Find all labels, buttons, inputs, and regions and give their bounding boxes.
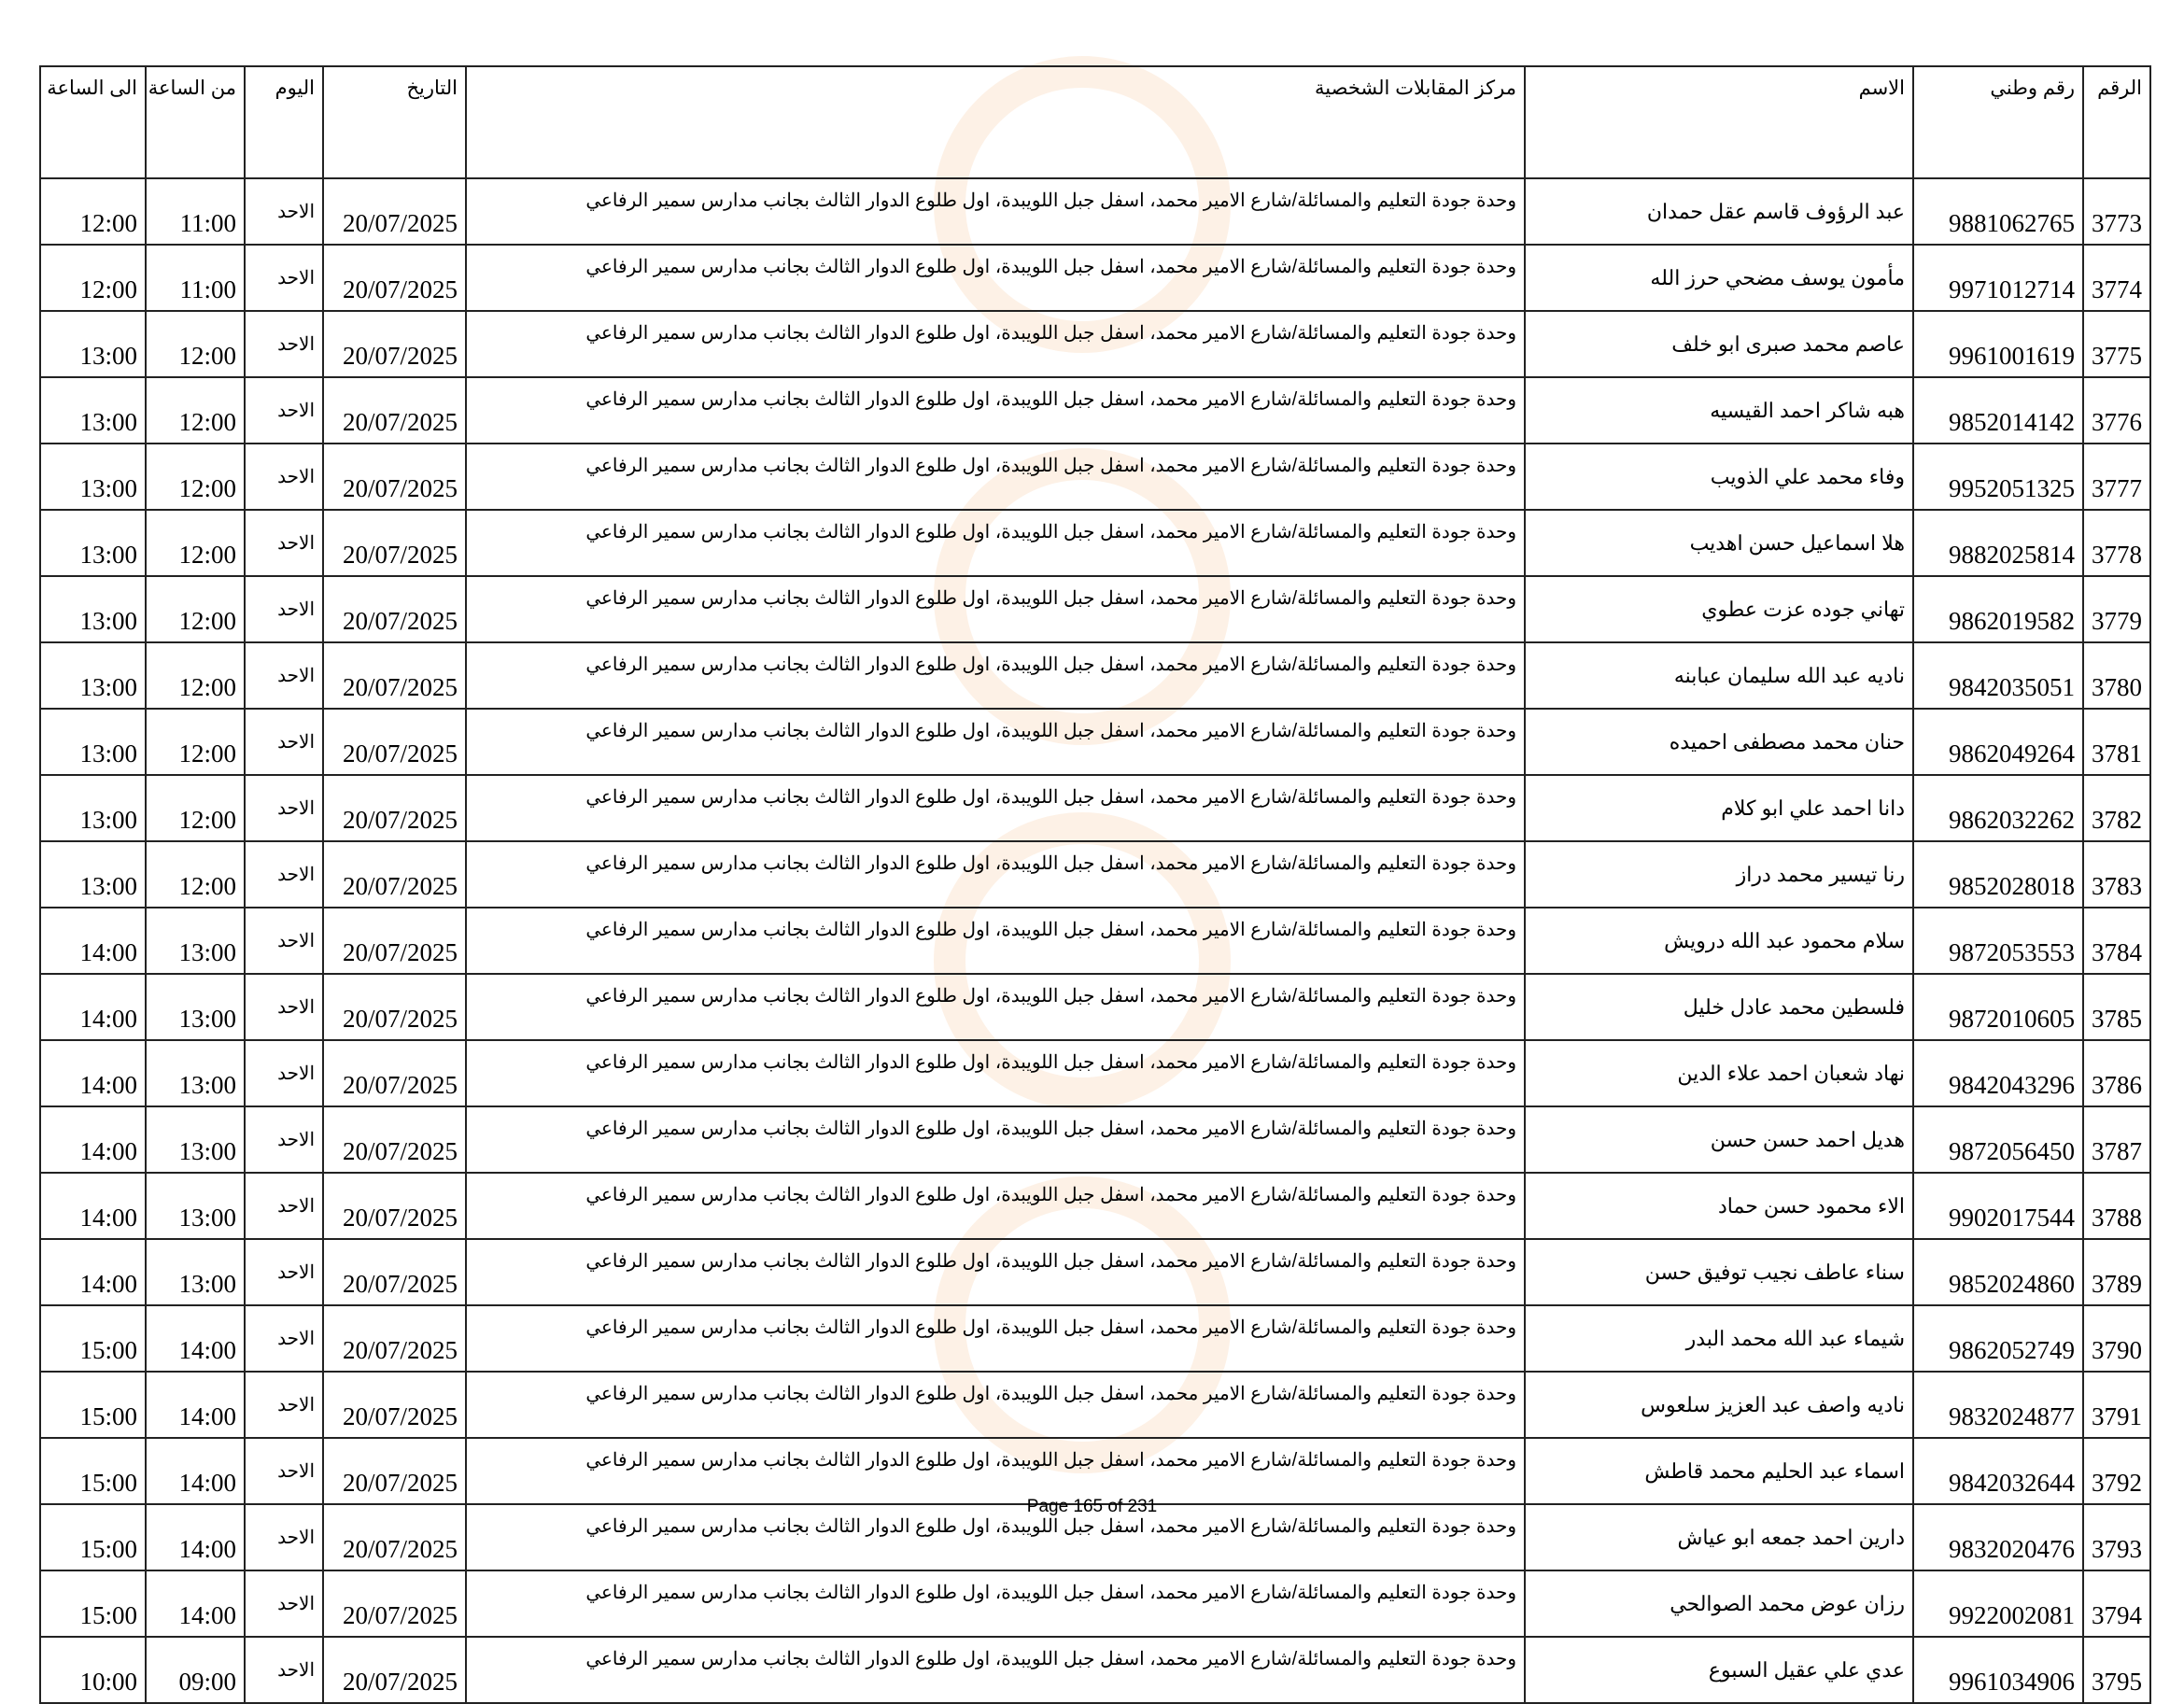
header-from: من الساعة: [146, 66, 245, 178]
cell-date: 20/07/2025: [323, 1372, 466, 1438]
table-row: [40, 642, 2150, 709]
cell-num: 3784: [2083, 908, 2150, 974]
cell-center: وحدة جودة التعليم والمسائلة/شارع الامير محمد، اسفل جبل اللويبدة، اول طلوع الدوار الثالث بجانب مدارس سمير الرفاعي: [466, 1106, 1525, 1173]
cell-day: الاحد: [245, 642, 323, 709]
cell-center: وحدة جودة التعليم والمسائلة/شارع الامير محمد، اسفل جبل اللويبدة، اول طلوع الدوار الثالث بجانب مدارس سمير الرفاعي: [466, 1504, 1525, 1570]
cell-num: 3790: [2083, 1305, 2150, 1372]
cell-from-time: 12:00: [146, 841, 245, 908]
cell-from-time: 12:00: [146, 444, 245, 510]
table-row: [40, 377, 2150, 444]
cell-day: الاحد: [245, 908, 323, 974]
cell-date: 20/07/2025: [323, 775, 466, 841]
cell-center: وحدة جودة التعليم والمسائلة/شارع الامير محمد، اسفل جبل اللويبدة، اول طلوع الدوار الثالث بجانب مدارس سمير الرفاعي: [466, 642, 1525, 709]
cell-to-time: 12:00: [40, 178, 146, 245]
cell-date: 20/07/2025: [323, 1637, 466, 1703]
page-footer: Page 165 of 231: [1026, 1497, 1158, 1516]
cell-num: 3791: [2083, 1372, 2150, 1438]
cell-national-id: 9862019582: [1913, 576, 2083, 642]
cell-center: وحدة جودة التعليم والمسائلة/شارع الامير محمد، اسفل جبل اللويبدة، اول طلوع الدوار الثالث بجانب مدارس سمير الرفاعي: [466, 1438, 1525, 1504]
cell-name: مأمون يوسف مضحي حرز الله: [1525, 245, 1913, 311]
cell-date: 20/07/2025: [323, 642, 466, 709]
header-day: اليوم: [245, 66, 323, 178]
cell-national-id: 9832020476: [1913, 1504, 2083, 1570]
cell-name: رنا تيسير محمد دراز: [1525, 841, 1913, 908]
cell-to-time: 13:00: [40, 841, 146, 908]
table-row: [40, 841, 2150, 908]
cell-center: وحدة جودة التعليم والمسائلة/شارع الامير محمد، اسفل جبل اللويبدة، اول طلوع الدوار الثالث بجانب مدارس سمير الرفاعي: [466, 974, 1525, 1040]
cell-date: 20/07/2025: [323, 1040, 466, 1106]
cell-to-time: 15:00: [40, 1438, 146, 1504]
header-name: الاسم: [1525, 66, 1913, 178]
cell-from-time: 12:00: [146, 775, 245, 841]
cell-day: الاحد: [245, 1372, 323, 1438]
cell-day: الاحد: [245, 775, 323, 841]
cell-national-id: 9842043296: [1913, 1040, 2083, 1106]
cell-num: 3795: [2083, 1637, 2150, 1703]
cell-name: وفاء محمد علي الذويب: [1525, 444, 1913, 510]
cell-center: وحدة جودة التعليم والمسائلة/شارع الامير محمد، اسفل جبل اللويبدة، اول طلوع الدوار الثالث بجانب مدارس سمير الرفاعي: [466, 510, 1525, 576]
cell-day: الاحد: [245, 1173, 323, 1239]
cell-center: وحدة جودة التعليم والمسائلة/شارع الامير محمد، اسفل جبل اللويبدة، اول طلوع الدوار الثالث بجانب مدارس سمير الرفاعي: [466, 1570, 1525, 1637]
cell-to-time: 14:00: [40, 1106, 146, 1173]
cell-day: الاحد: [245, 1438, 323, 1504]
cell-to-time: 13:00: [40, 377, 146, 444]
cell-day: الاحد: [245, 974, 323, 1040]
cell-national-id: 9881062765: [1913, 178, 2083, 245]
cell-center: وحدة جودة التعليم والمسائلة/شارع الامير محمد، اسفل جبل اللويبدة، اول طلوع الدوار الثالث بجانب مدارس سمير الرفاعي: [466, 311, 1525, 377]
cell-name: تهاني جوده عزت عطوي: [1525, 576, 1913, 642]
cell-from-time: 14:00: [146, 1570, 245, 1637]
cell-date: 20/07/2025: [323, 841, 466, 908]
cell-from-time: 13:00: [146, 974, 245, 1040]
cell-num: 3780: [2083, 642, 2150, 709]
cell-center: وحدة جودة التعليم والمسائلة/شارع الامير محمد، اسفل جبل اللويبدة، اول طلوع الدوار الثالث بجانب مدارس سمير الرفاعي: [466, 377, 1525, 444]
cell-to-time: 13:00: [40, 775, 146, 841]
cell-day: الاحد: [245, 576, 323, 642]
cell-day: الاحد: [245, 1637, 323, 1703]
cell-day: الاحد: [245, 1504, 323, 1570]
cell-national-id: 9852028018: [1913, 841, 2083, 908]
cell-num: 3783: [2083, 841, 2150, 908]
cell-date: 20/07/2025: [323, 1173, 466, 1239]
cell-day: الاحد: [245, 1239, 323, 1305]
cell-date: 20/07/2025: [323, 510, 466, 576]
cell-center: وحدة جودة التعليم والمسائلة/شارع الامير محمد، اسفل جبل اللويبدة، اول طلوع الدوار الثالث بجانب مدارس سمير الرفاعي: [466, 1239, 1525, 1305]
cell-from-time: 12:00: [146, 377, 245, 444]
cell-national-id: 9852014142: [1913, 377, 2083, 444]
cell-date: 20/07/2025: [323, 444, 466, 510]
cell-to-time: 13:00: [40, 444, 146, 510]
table-row: [40, 1438, 2150, 1504]
cell-center: وحدة جودة التعليم والمسائلة/شارع الامير محمد، اسفل جبل اللويبدة، اول طلوع الدوار الثالث بجانب مدارس سمير الرفاعي: [466, 444, 1525, 510]
cell-date: 20/07/2025: [323, 245, 466, 311]
cell-date: 20/07/2025: [323, 1305, 466, 1372]
cell-date: 20/07/2025: [323, 908, 466, 974]
cell-day: الاحد: [245, 1570, 323, 1637]
cell-center: وحدة جودة التعليم والمسائلة/شارع الامير محمد، اسفل جبل اللويبدة، اول طلوع الدوار الثالث بجانب مدارس سمير الرفاعي: [466, 1173, 1525, 1239]
interview-schedule-table: [39, 65, 2151, 1704]
cell-to-time: 13:00: [40, 576, 146, 642]
cell-name: ناديه عبد الله سليمان عبابنه: [1525, 642, 1913, 709]
cell-date: 20/07/2025: [323, 377, 466, 444]
cell-center: وحدة جودة التعليم والمسائلة/شارع الامير محمد، اسفل جبل اللويبدة، اول طلوع الدوار الثالث بجانب مدارس سمير الرفاعي: [466, 178, 1525, 245]
header-to: الى الساعة: [40, 66, 146, 178]
cell-center: وحدة جودة التعليم والمسائلة/شارع الامير محمد، اسفل جبل اللويبدة، اول طلوع الدوار الثالث بجانب مدارس سمير الرفاعي: [466, 841, 1525, 908]
cell-num: 3774: [2083, 245, 2150, 311]
cell-center: وحدة جودة التعليم والمسائلة/شارع الامير محمد، اسفل جبل اللويبدة، اول طلوع الدوار الثالث بجانب مدارس سمير الرفاعي: [466, 709, 1525, 775]
cell-to-time: 13:00: [40, 311, 146, 377]
cell-national-id: 9882025814: [1913, 510, 2083, 576]
cell-national-id: 9872010605: [1913, 974, 2083, 1040]
cell-from-time: 13:00: [146, 1106, 245, 1173]
cell-date: 20/07/2025: [323, 974, 466, 1040]
cell-name: عاصم محمد صبرى ابو خلف: [1525, 311, 1913, 377]
cell-num: 3789: [2083, 1239, 2150, 1305]
cell-to-time: 13:00: [40, 510, 146, 576]
cell-name: دانا احمد علي ابو كلام: [1525, 775, 1913, 841]
cell-national-id: 9862052749: [1913, 1305, 2083, 1372]
cell-day: الاحد: [245, 1040, 323, 1106]
cell-name: هديل احمد حسن حسن: [1525, 1106, 1913, 1173]
table-row: [40, 510, 2150, 576]
cell-to-time: 14:00: [40, 908, 146, 974]
cell-center: وحدة جودة التعليم والمسائلة/شارع الامير محمد، اسفل جبل اللويبدة، اول طلوع الدوار الثالث بجانب مدارس سمير الرفاعي: [466, 1040, 1525, 1106]
cell-day: الاحد: [245, 377, 323, 444]
cell-name: هلا اسماعيل حسن اهديب: [1525, 510, 1913, 576]
cell-name: فلسطين محمد عادل خليل: [1525, 974, 1913, 1040]
cell-name: عدي علي عقيل السبوع: [1525, 1637, 1913, 1703]
cell-national-id: 9902017544: [1913, 1173, 2083, 1239]
cell-num: 3794: [2083, 1570, 2150, 1637]
cell-to-time: 15:00: [40, 1372, 146, 1438]
cell-from-time: 12:00: [146, 510, 245, 576]
table-row: [40, 709, 2150, 775]
header-num: الرقم: [2083, 66, 2150, 178]
cell-num: 3786: [2083, 1040, 2150, 1106]
cell-to-time: 10:00: [40, 1637, 146, 1703]
cell-from-time: 11:00: [146, 178, 245, 245]
table-row: [40, 1106, 2150, 1173]
cell-date: 20/07/2025: [323, 709, 466, 775]
cell-from-time: 12:00: [146, 311, 245, 377]
table-row: [40, 908, 2150, 974]
table-row: [40, 311, 2150, 377]
cell-national-id: 9922002081: [1913, 1570, 2083, 1637]
cell-center: وحدة جودة التعليم والمسائلة/شارع الامير محمد، اسفل جبل اللويبدة، اول طلوع الدوار الثالث بجانب مدارس سمير الرفاعي: [466, 1637, 1525, 1703]
cell-center: وحدة جودة التعليم والمسائلة/شارع الامير محمد، اسفل جبل اللويبدة، اول طلوع الدوار الثالث بجانب مدارس سمير الرفاعي: [466, 1372, 1525, 1438]
header-row: [40, 66, 2150, 178]
cell-name: ناديه واصف عبد العزيز سلعوس: [1525, 1372, 1913, 1438]
cell-from-time: 11:00: [146, 245, 245, 311]
cell-num: 3777: [2083, 444, 2150, 510]
cell-center: وحدة جودة التعليم والمسائلة/شارع الامير محمد، اسفل جبل اللويبدة، اول طلوع الدوار الثالث بجانب مدارس سمير الرفاعي: [466, 576, 1525, 642]
table-row: [40, 1173, 2150, 1239]
cell-center: وحدة جودة التعليم والمسائلة/شارع الامير محمد، اسفل جبل اللويبدة، اول طلوع الدوار الثالث بجانب مدارس سمير الرفاعي: [466, 245, 1525, 311]
table-row: [40, 1570, 2150, 1637]
cell-to-time: 14:00: [40, 1040, 146, 1106]
cell-day: الاحد: [245, 841, 323, 908]
cell-name: حنان محمد مصطفى احميده: [1525, 709, 1913, 775]
cell-date: 20/07/2025: [323, 1570, 466, 1637]
table-row: [40, 775, 2150, 841]
cell-from-time: 14:00: [146, 1372, 245, 1438]
cell-num: 3793: [2083, 1504, 2150, 1570]
cell-to-time: 15:00: [40, 1305, 146, 1372]
table-row: [40, 1637, 2150, 1703]
cell-day: الاحد: [245, 1305, 323, 1372]
cell-name: هبه شاكر احمد القيسيه: [1525, 377, 1913, 444]
cell-num: 3787: [2083, 1106, 2150, 1173]
cell-national-id: 9862032262: [1913, 775, 2083, 841]
cell-national-id: 9842035051: [1913, 642, 2083, 709]
cell-name: رزان عوض محمد الصوالحي: [1525, 1570, 1913, 1637]
header-center: مركز المقابلات الشخصية: [466, 66, 1525, 178]
cell-name: اسماء عبد الحليم محمد قاطش: [1525, 1438, 1913, 1504]
cell-num: 3778: [2083, 510, 2150, 576]
cell-from-time: 14:00: [146, 1438, 245, 1504]
table-row: [40, 245, 2150, 311]
cell-num: 3779: [2083, 576, 2150, 642]
cell-num: 3773: [2083, 178, 2150, 245]
table-row: [40, 576, 2150, 642]
cell-national-id: 9872056450: [1913, 1106, 2083, 1173]
cell-name: دارين احمد جمعه ابو عياش: [1525, 1504, 1913, 1570]
cell-name: عبد الرؤوف قاسم عقل حمدان: [1525, 178, 1913, 245]
cell-from-time: 14:00: [146, 1305, 245, 1372]
cell-center: وحدة جودة التعليم والمسائلة/شارع الامير محمد، اسفل جبل اللويبدة، اول طلوع الدوار الثالث بجانب مدارس سمير الرفاعي: [466, 1305, 1525, 1372]
cell-num: 3785: [2083, 974, 2150, 1040]
cell-to-time: 15:00: [40, 1504, 146, 1570]
header-date: التاريخ: [323, 66, 466, 178]
table-row: [40, 1040, 2150, 1106]
cell-day: الاحد: [245, 245, 323, 311]
cell-date: 20/07/2025: [323, 1106, 466, 1173]
cell-name: الاء محمود حسن حماد: [1525, 1173, 1913, 1239]
cell-date: 20/07/2025: [323, 1438, 466, 1504]
table-row: [40, 1239, 2150, 1305]
cell-center: وحدة جودة التعليم والمسائلة/شارع الامير محمد، اسفل جبل اللويبدة، اول طلوع الدوار الثالث بجانب مدارس سمير الرفاعي: [466, 775, 1525, 841]
cell-to-time: 12:00: [40, 245, 146, 311]
cell-national-id: 9862049264: [1913, 709, 2083, 775]
cell-from-time: 13:00: [146, 1173, 245, 1239]
cell-name: سناء عاطف نجيب توفيق حسن: [1525, 1239, 1913, 1305]
cell-day: الاحد: [245, 444, 323, 510]
table-row: [40, 974, 2150, 1040]
cell-num: 3782: [2083, 775, 2150, 841]
cell-national-id: 9852024860: [1913, 1239, 2083, 1305]
cell-to-time: 14:00: [40, 1173, 146, 1239]
cell-date: 20/07/2025: [323, 576, 466, 642]
cell-to-time: 13:00: [40, 709, 146, 775]
cell-national-id: 9952051325: [1913, 444, 2083, 510]
cell-num: 3775: [2083, 311, 2150, 377]
cell-num: 3788: [2083, 1173, 2150, 1239]
table-row: [40, 178, 2150, 245]
cell-name: نهاد شعبان احمد علاء الدين: [1525, 1040, 1913, 1106]
cell-date: 20/07/2025: [323, 1239, 466, 1305]
cell-from-time: 13:00: [146, 908, 245, 974]
cell-national-id: 9832024877: [1913, 1372, 2083, 1438]
cell-from-time: 14:00: [146, 1504, 245, 1570]
cell-from-time: 13:00: [146, 1040, 245, 1106]
table-row: [40, 444, 2150, 510]
cell-name: شيماء عبد الله محمد البدر: [1525, 1305, 1913, 1372]
cell-num: 3776: [2083, 377, 2150, 444]
cell-to-time: 13:00: [40, 642, 146, 709]
cell-name: سلام محمود عبد الله درويش: [1525, 908, 1913, 974]
cell-to-time: 15:00: [40, 1570, 146, 1637]
table-row: [40, 1372, 2150, 1438]
cell-center: وحدة جودة التعليم والمسائلة/شارع الامير محمد، اسفل جبل اللويبدة، اول طلوع الدوار الثالث بجانب مدارس سمير الرفاعي: [466, 908, 1525, 974]
header-national-id: رقم وطني: [1913, 66, 2083, 178]
table-row: [40, 1305, 2150, 1372]
cell-num: 3781: [2083, 709, 2150, 775]
cell-date: 20/07/2025: [323, 1504, 466, 1570]
cell-day: الاحد: [245, 510, 323, 576]
cell-national-id: 9961034906: [1913, 1637, 2083, 1703]
cell-national-id: 9872053553: [1913, 908, 2083, 974]
cell-from-time: 13:00: [146, 1239, 245, 1305]
cell-national-id: 9842032644: [1913, 1438, 2083, 1504]
cell-national-id: 9971012714: [1913, 245, 2083, 311]
cell-national-id: 9961001619: [1913, 311, 2083, 377]
cell-num: 3792: [2083, 1438, 2150, 1504]
cell-day: الاحد: [245, 709, 323, 775]
cell-date: 20/07/2025: [323, 311, 466, 377]
cell-to-time: 14:00: [40, 1239, 146, 1305]
cell-from-time: 12:00: [146, 709, 245, 775]
cell-from-time: 09:00: [146, 1637, 245, 1703]
cell-to-time: 14:00: [40, 974, 146, 1040]
cell-from-time: 12:00: [146, 642, 245, 709]
cell-day: الاحد: [245, 311, 323, 377]
cell-from-time: 12:00: [146, 576, 245, 642]
cell-date: 20/07/2025: [323, 178, 466, 245]
cell-day: الاحد: [245, 1106, 323, 1173]
cell-day: الاحد: [245, 178, 323, 245]
